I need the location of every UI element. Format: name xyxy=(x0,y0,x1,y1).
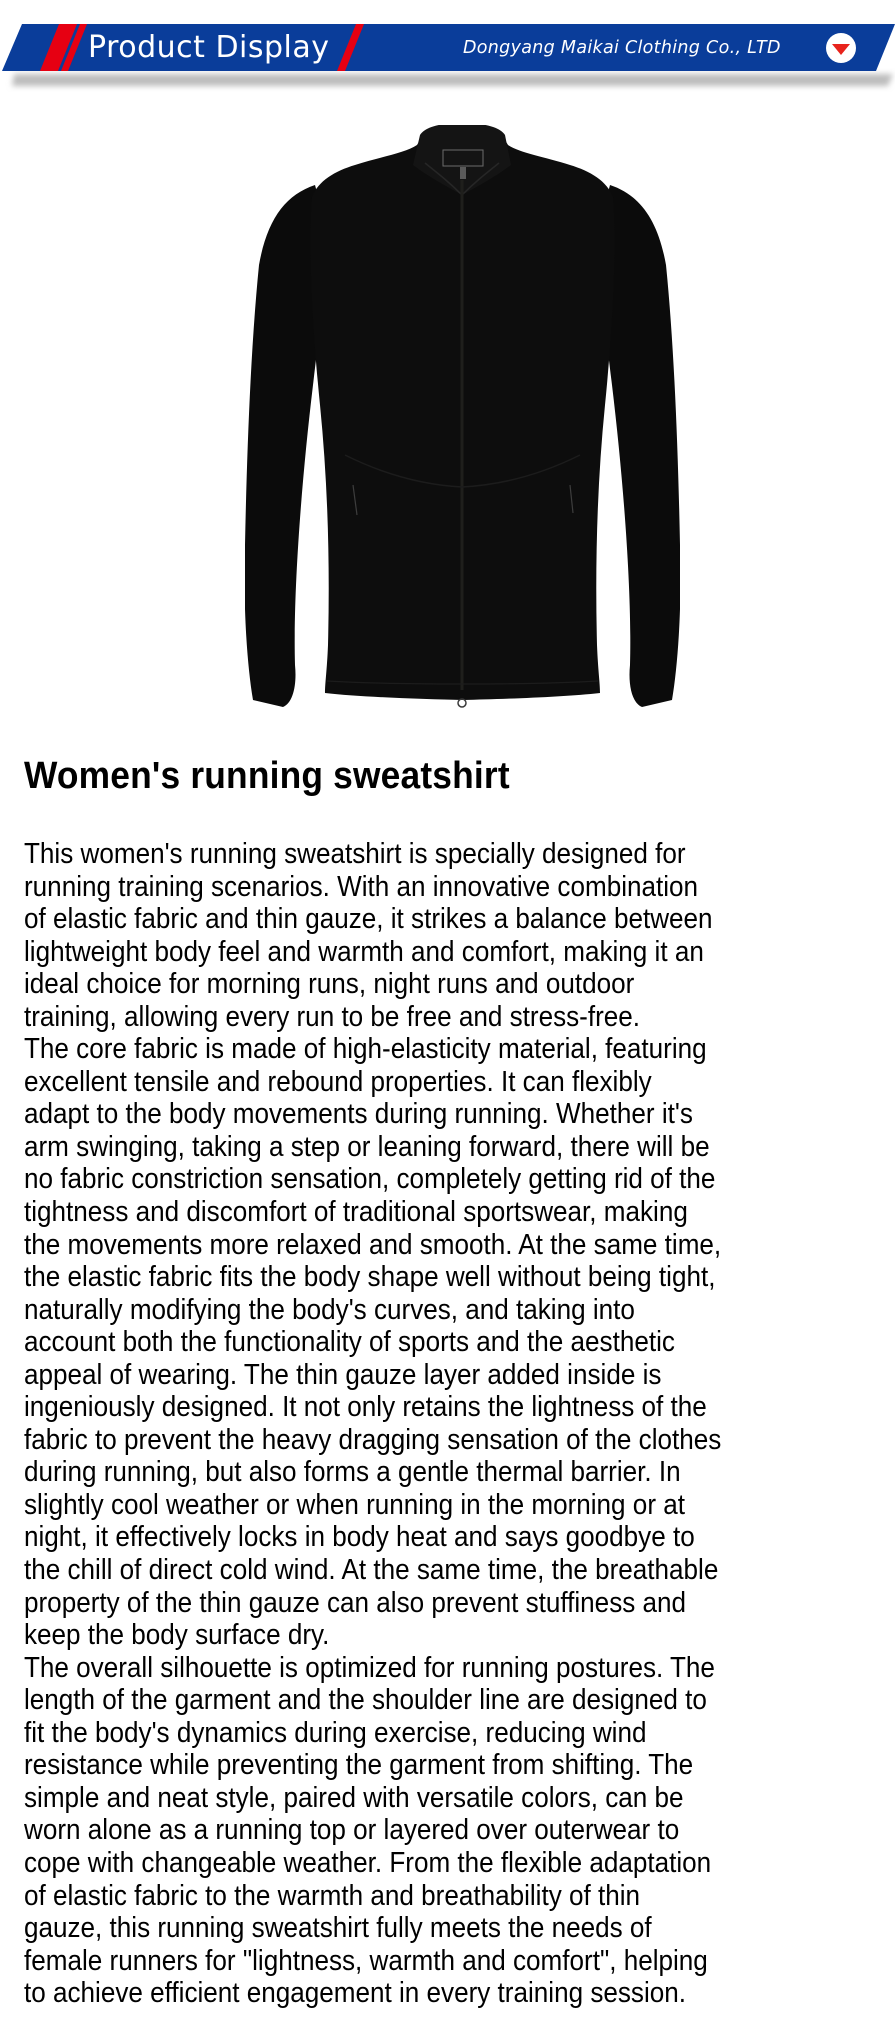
text-line: property of the thin gauze can also prevent stuffiness and xyxy=(24,1586,687,1619)
text-line: fit the body's dynamics during exercise, reducing wind xyxy=(24,1716,647,1749)
description-paragraph-1 xyxy=(24,838,875,1033)
text-line: female runners for "lightness, warmth and comfort", helping xyxy=(24,1944,708,1977)
product-image xyxy=(245,125,680,710)
text-line: no fabric constriction sensation, completely getting rid of the xyxy=(24,1163,716,1196)
text-line: The core fabric is made of high-elasticity material, featuring xyxy=(24,1033,707,1066)
text-line: account both the functionality of sports and the aesthetic xyxy=(24,1326,675,1359)
text-line: simple and neat style, paired with versatile colors, can be xyxy=(24,1781,684,1814)
text-line: worn alone as a running top or layered over outerwear to xyxy=(24,1814,680,1847)
text-line: excellent tensile and rebound properties. It can flexibly xyxy=(24,1065,652,1098)
text-line: length of the garment and the shoulder line are designed to xyxy=(24,1684,707,1717)
dropdown-button[interactable] xyxy=(826,33,856,63)
text-line: ideal choice for morning runs, night runs and outdoor xyxy=(24,968,635,1001)
text-line: night, it effectively locks in body heat and says goodbye to xyxy=(24,1521,695,1554)
chevron-down-icon xyxy=(826,33,856,63)
text-line: slightly cool weather or when running in the morning or at xyxy=(24,1488,686,1521)
text-line: resistance while preventing the garment from shifting. The xyxy=(24,1749,694,1782)
banner-shadow xyxy=(12,74,893,86)
text-line: appeal of wearing. The thin gauze layer added inside is xyxy=(24,1358,662,1391)
text-line: keep the body surface dry. xyxy=(24,1619,330,1652)
text-line: of elastic fabric to the warmth and breathability of thin xyxy=(24,1879,641,1912)
sweatshirt-illustration xyxy=(245,125,680,710)
text-line: the elastic fabric fits the body shape well without being tight, xyxy=(24,1261,716,1294)
text-line: the chill of direct cold wind. At the same time, the breathable xyxy=(24,1554,719,1587)
text-line: fabric to prevent the heavy dragging sensation of the clothes xyxy=(24,1423,722,1456)
text-line: cope with changeable weather. From the flexible adaptation xyxy=(24,1846,712,1879)
product-description xyxy=(24,838,875,2010)
company-name: Dongyang Maikai Clothing Co., LTD xyxy=(463,38,781,58)
text-line: The overall silhouette is optimized for running postures. The xyxy=(24,1651,715,1684)
text-line: naturally modifying the body's curves, and taking into xyxy=(24,1293,635,1326)
text-line: training, allowing every run to be free and stress-free. xyxy=(24,1000,641,1033)
description-paragraph-3 xyxy=(24,1652,875,2010)
text-line: lightweight body feel and warmth and comfort, making it an xyxy=(24,935,704,968)
text-line: the movements more relaxed and smooth. At the same time, xyxy=(24,1228,722,1261)
product-title: Women's running sweatshirt xyxy=(24,755,510,797)
text-line: This women's running sweatshirt is specially designed for xyxy=(24,838,686,870)
text-line: ingeniously designed. It not only retains the lightness of the xyxy=(24,1391,707,1424)
text-line: to achieve efficient engagement in every training session. xyxy=(24,1977,687,2010)
text-line: adapt to the body movements during running. Whether it's xyxy=(24,1098,693,1131)
text-line: during running, but also forms a gentle thermal barrier. In xyxy=(24,1456,681,1489)
text-line: tightness and discomfort of traditional sportswear, making xyxy=(24,1196,688,1229)
text-line: running training scenarios. With an innovative combination xyxy=(24,870,699,903)
description-paragraph-2 xyxy=(24,1033,875,1651)
text-line: gauze, this running sweatshirt fully meets the needs of xyxy=(24,1912,652,1945)
header-banner xyxy=(0,0,895,100)
text-line: arm swinging, taking a step or leaning forward, there will be xyxy=(24,1130,710,1163)
text-line: of elastic fabric and thin gauze, it strikes a balance between xyxy=(24,903,713,936)
page-title: Product Display xyxy=(88,30,330,65)
